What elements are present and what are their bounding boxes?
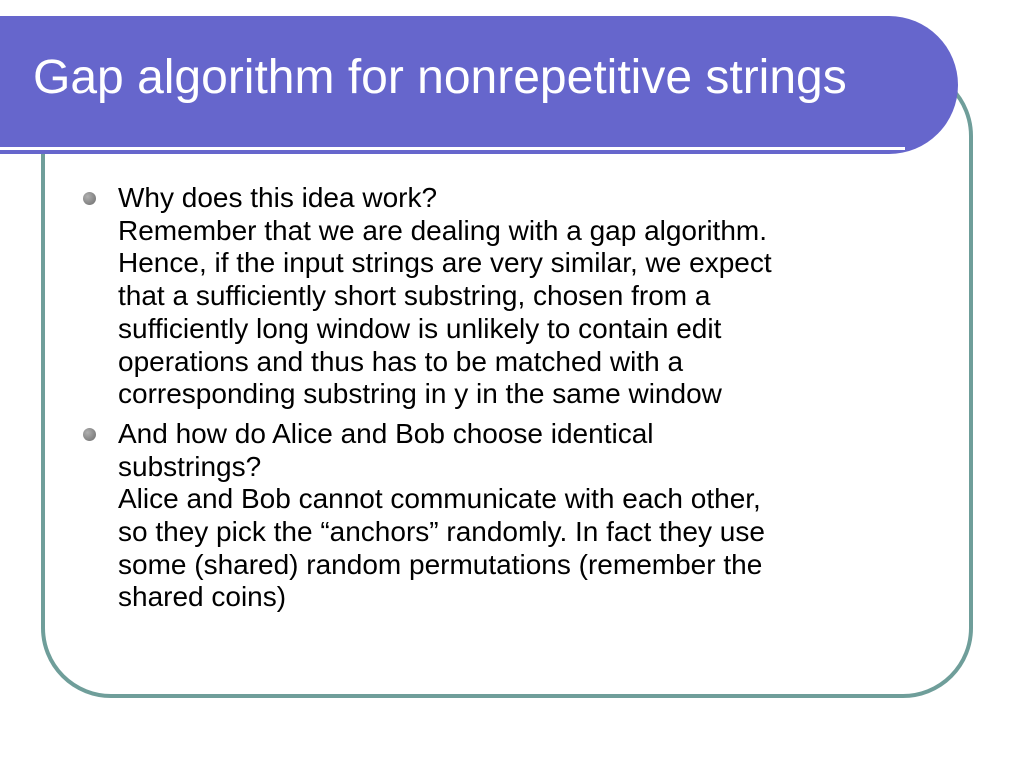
bullet-2-line-2: substrings? — [118, 450, 262, 482]
bullet-1-line-1: Why does this idea work? — [118, 182, 438, 213]
bullet-2-line-3: Alice and Bob cannot communicate with each other, — [118, 483, 761, 515]
bullet-1-line-4: that a sufficiently short substring, chosen from a — [118, 280, 711, 312]
bullet-dot-icon — [83, 428, 96, 441]
bullet-dot-icon — [83, 192, 96, 205]
title-underline — [0, 147, 905, 150]
bullet-1-line-7: corresponding substring in y in the same window — [118, 378, 722, 410]
bullet-2-line-6: shared coins) — [118, 581, 287, 613]
bullet-item-2 — [80, 418, 940, 614]
bullet-item-1 — [80, 182, 940, 411]
bullet-1-line-3: Hence, if the input strings are very similar, we expect — [118, 247, 772, 279]
bullet-list — [80, 182, 940, 621]
slide-title: Gap algorithm for nonrepetitive strings — [33, 51, 847, 104]
bullet-1-line-5: sufficiently long window is unlikely to contain edit — [118, 312, 722, 344]
bullet-2-line-1: And how do Alice and Bob choose identical — [118, 417, 654, 449]
bullet-1-line-2: Remember that we are dealing with a gap algorithm. — [118, 214, 768, 246]
bullet-2-line-5: some (shared) random permutations (remember the — [118, 548, 763, 580]
bullet-1-line-6: operations and thus has to be matched with a — [118, 345, 684, 377]
bullet-2-line-4: so they pick the “anchors” randomly. In fact they use — [118, 516, 765, 548]
